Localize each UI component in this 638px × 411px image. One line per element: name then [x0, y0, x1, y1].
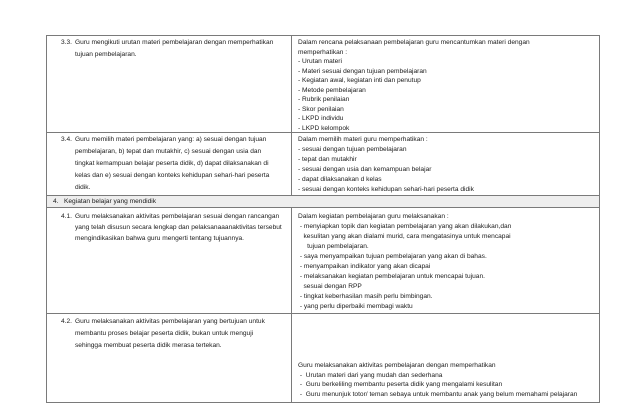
- evidence-line: - menyiapkan topik dan kegiatan pembelajaran yang akan dilakukan,dan: [298, 223, 512, 230]
- evidence-line: - saya menyampaikan tujuan pembelajaran yang akan di bahas.: [298, 253, 487, 260]
- item-number: 4.2.: [61, 318, 72, 325]
- evidence-cell: [292, 314, 599, 402]
- evidence-line: memperhatikan :: [298, 48, 348, 56]
- evidence-line: - sesuai dengan usia dan kemampuan belajar: [298, 166, 432, 173]
- section-header-row: [46, 196, 600, 208]
- section-cell: [47, 196, 599, 207]
- evidence-line: - yang perlu diperbaiki membagi waktu: [298, 303, 413, 310]
- evidence-line: - Urutan materi dari yang mudah dan sederhana: [298, 371, 443, 379]
- evaluation-table: [46, 35, 600, 403]
- indicator-line: pembelajaran, b) tepat dan mutakhir, c) sesuai dengan usia dan: [75, 148, 262, 155]
- evidence-line: Dalam kegiatan pembelajaran guru melaksanakan :: [298, 213, 449, 220]
- indicator-line: sehingga membuat peserta didik merasa tertekan.: [75, 342, 222, 349]
- indicator-line: tingkat kemampuan belajar peserta didik, d) dapat dilaksanakan di: [75, 160, 269, 167]
- evidence-line: - Skor penilaian: [298, 105, 344, 113]
- evidence-line: - Materi sesuai dengan tujuan pembelajaran: [298, 67, 427, 75]
- evidence-cell: [292, 133, 599, 195]
- evidence-cell: [292, 36, 599, 132]
- indicator-line: Guru memilih materi pembelajaran yang: a) sesuai dengan tujuan: [75, 136, 267, 143]
- indicator-line: Guru melaksanakan aktivitas pembelajaran yang bertujuan untuk: [75, 318, 265, 325]
- evidence-line: - sesuai dengan konteks kehidupan sehari-hari peserta didik: [298, 186, 474, 193]
- evidence-line: Dalam rencana pelaksanaan pembelajaran guru mencantumkan materi dengan: [298, 39, 530, 46]
- table-row-3-3: [46, 35, 600, 133]
- evidence-line: - Rubrik penilaian: [298, 96, 350, 103]
- indicator-line: didik.: [75, 184, 91, 191]
- evidence-line: - Guru berkeliling membantu peserta didik yang mengalami kesulitan: [298, 381, 503, 388]
- evidence-line: - Kegiatan awal, kegiatan inti dan penutup: [298, 77, 421, 84]
- table-row-4-2: [46, 314, 600, 403]
- evidence-line: - menyampaikan indikator yang akan dicapai: [298, 263, 431, 270]
- evidence-line: - LKPD individu: [298, 115, 344, 122]
- indicator-line: Guru melaksanakan aktivitas pembelajaran sesuai dengan rancangan: [75, 213, 280, 220]
- evidence-line: tujuan pembelajaran.: [298, 243, 369, 250]
- evidence-line: - melaksanakan kegiatan pembelajaran untuk mencapai tujuan.: [298, 273, 485, 280]
- evidence-line: - sesuai dengan tujuan pembelajaran: [298, 146, 407, 153]
- evidence-line: Guru melaksanakan aktivitas pembelajaran dengan memperhatikan: [298, 362, 496, 369]
- item-number: 3.4.: [61, 136, 72, 143]
- indicator-line: tujuan pembelajaran.: [75, 51, 137, 58]
- indicator-line: kelas dan e) sesuai dengan konteks kehidupan sehari-hari peserta: [75, 172, 270, 179]
- evidence-line: - LKPD kelompok: [298, 124, 350, 132]
- evidence-line: - dapat dilaksanakan d kelas: [298, 176, 382, 183]
- section-title: 4. Kegiatan belajar yang mendidik: [53, 198, 157, 205]
- evidence-line: - Urutan materi: [298, 58, 342, 65]
- indicator-cell: [47, 208, 292, 313]
- evidence-cell: [292, 208, 599, 313]
- indicator-line: Guru mengikuti urutan materi pembelajaran dengan memperhatikan: [75, 39, 274, 46]
- indicator-cell: [47, 314, 292, 402]
- evidence-line: Dalam memilih materi guru memperhatikan :: [298, 136, 428, 143]
- evidence-line: kesulitan yang akan dialami murid, cara mengatasinya untuk mencapai: [298, 233, 511, 240]
- table-row-4-1: [46, 208, 600, 314]
- indicator-line: mengindikasikan bahwa guru mengerti tentang tujuannya.: [75, 235, 244, 242]
- evidence-line: - tingkat keberhasilan masih perlu bimbingan.: [298, 293, 433, 300]
- indicator-cell: [47, 36, 292, 132]
- evidence-line: - tepat dan mutakhir: [298, 156, 357, 163]
- table-row-3-4: [46, 133, 600, 196]
- indicator-cell: [47, 133, 292, 195]
- indicator-line: membantu proses belajar peserta didik, bukan untuk menguji: [75, 330, 254, 337]
- indicator-line: yang telah disusun secara lengkap dan pelaksanaaanaktivitas tersebut: [75, 224, 282, 231]
- evidence-line: - Metode pembelajaran: [298, 86, 366, 94]
- evidence-line: - Guru menunjuk totor/ teman sebaya untuk membantu anak yang belum memahami pelajaran: [298, 390, 578, 398]
- item-number: 4.1.: [61, 213, 72, 220]
- evidence-line: sesuai dengan RPP: [298, 283, 362, 290]
- item-number: 3.3.: [61, 39, 72, 46]
